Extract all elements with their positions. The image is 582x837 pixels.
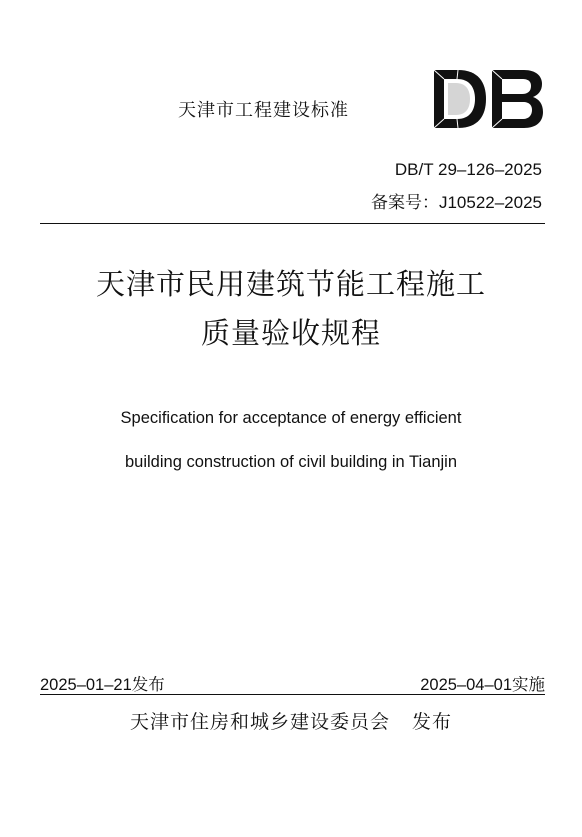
issue-date-label: 发布	[131, 675, 165, 694]
issue-date-value: 2025–01–21	[40, 676, 132, 694]
title-en-line-2: building construction of civil building in Tianjin	[124, 453, 458, 471]
record-number-value: J10522–2025	[438, 193, 542, 212]
title-cn-line-2: 质量验收规程	[200, 316, 381, 350]
top-divider	[40, 223, 545, 224]
record-number	[371, 188, 542, 213]
publisher-action: 发布	[412, 711, 453, 733]
publisher	[0, 707, 582, 734]
title-cn-line-1: 天津市民用建筑节能工程施工	[95, 267, 486, 301]
record-number-label: 备案号：	[370, 193, 439, 213]
series-label: 天津市工程建设标准	[178, 100, 349, 121]
standard-number: DB/T 29–126–2025	[394, 160, 542, 179]
issue-date	[40, 671, 165, 695]
bottom-divider	[40, 694, 545, 695]
title-en-line-1: Specification for acceptance of energy efficient	[120, 409, 462, 427]
implement-date-value: 2025–04–01	[420, 676, 512, 694]
db-logo	[430, 66, 546, 132]
publisher-name: 天津市住房和城乡建设委员会	[129, 711, 390, 733]
implement-date	[420, 671, 545, 695]
implement-date-label: 实施	[512, 675, 545, 694]
